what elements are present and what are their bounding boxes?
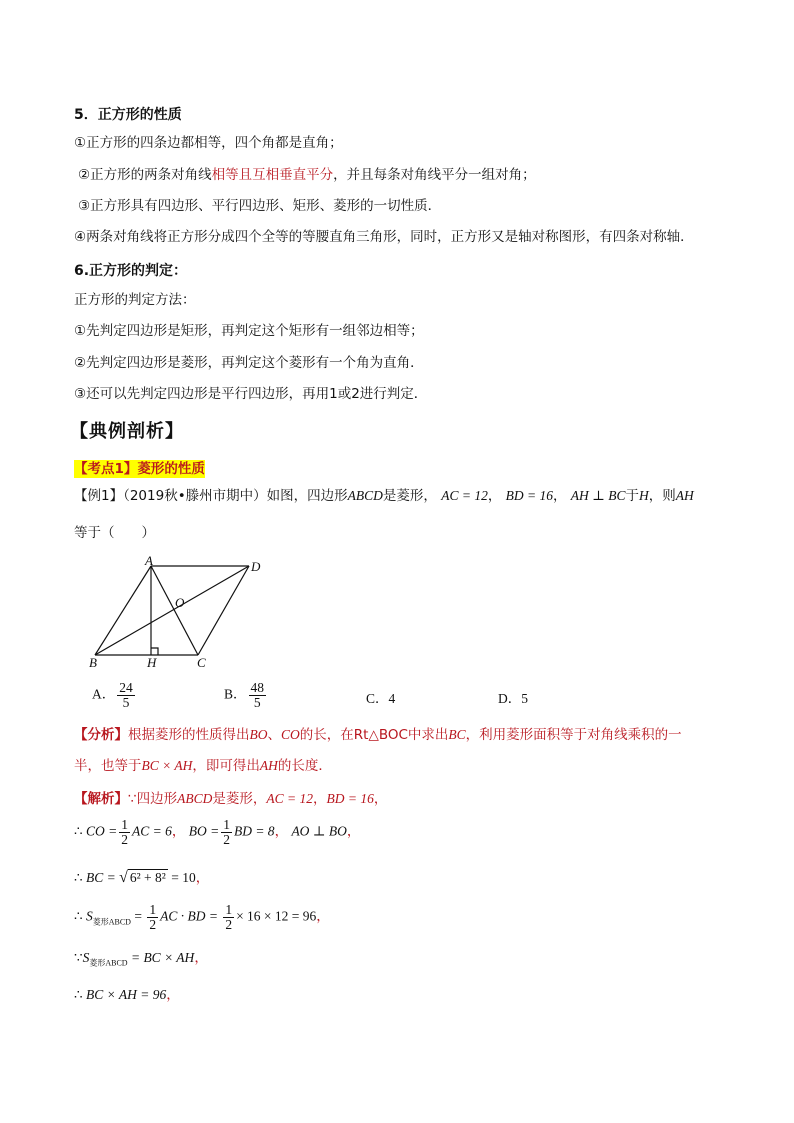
sec6-item3: ③还可以先判定四边形是平行四边形，再用1或2进行判定． [74,386,428,402]
example-h: H [639,488,649,503]
half-num-1: 1 [121,817,128,832]
therefore-symbol-4: ∴ [74,987,83,1002]
solution-bo: BO = [188,823,220,839]
solution-comma2: ， [373,791,388,807]
solution-radicand: 6² + 8² [129,870,166,885]
analysis-line2 [74,757,332,775]
half-num-4: 1 [225,902,233,917]
label-h: H [147,655,157,670]
sec6-intro: 正方形的判定方法： [74,292,196,308]
solution-bc-root: BC = [85,870,116,885]
solution-bcah: = BC × AH [130,950,195,965]
label-b: B [89,655,97,670]
section6-title: 6.正方形的判定： [74,263,188,279]
solution-ac: AC = 12 [266,791,313,806]
example-abcd: ABCD [347,488,383,503]
option-b-label: B． [224,686,247,702]
half-den-4: 2 [225,917,233,932]
analysis-line2b: ，即可得出 [192,758,260,774]
half-den-2: 2 [223,832,230,847]
option-a[interactable] [92,681,137,710]
option-c[interactable]: C．4 [366,691,396,706]
half-den-1: 2 [121,832,128,847]
solution-line5 [74,949,208,973]
option-b[interactable] [224,681,268,710]
analysis-text2: 的长，在Rt△BOC中求出 [299,727,449,743]
analysis-line2c: 的长度． [277,758,332,774]
example-mid2: 于 [625,488,639,504]
analysis-bcah: BC × AH [141,758,193,773]
label-d: D [251,559,261,574]
diagonal-bd [95,566,249,655]
therefore-symbol: ∴ [74,823,83,839]
solution-line1 [74,790,387,808]
area-subscript: 菱形ABCD [92,917,131,927]
example-banner: 【典例剖析】 [70,421,184,442]
analysis-sep: 、 [267,727,281,743]
example-bd: BD = 16 [505,488,553,503]
sec5-item2-rest: ，并且每条对角线平分一组对角； [333,167,536,183]
right-angle-mark [151,648,158,655]
option-b-numerator: 48 [250,680,265,695]
sec5-item1: ①正方形的四条边都相等，四个角都是直角； [74,135,343,151]
example-mid3: ，则 [648,488,676,504]
option-a-denominator: 5 [122,695,130,710]
therefore-symbol-2: ∴ [74,870,83,885]
solution-comma8: ， [194,950,208,965]
example-perp: AH ⊥ BC [570,488,626,503]
solution-line3 [74,869,209,887]
area-subscript-2: 菱形ABCD [89,958,128,968]
label-a: A [145,555,153,568]
example-mid1: 是菱形， [382,488,437,504]
topic-tag [74,457,205,477]
example-problem-line2: 等于（ ） [74,525,155,541]
sqrt-icon: √ [119,869,128,886]
example-ac: AC = 12 [441,488,488,503]
area-symbol-2: S [82,950,90,965]
solution-ao-perp: AO ⊥ BO [291,823,347,839]
half-num-3: 1 [149,902,157,917]
solution-bd: BD = 16 [326,791,374,806]
option-b-denominator: 5 [253,695,261,710]
solution-bc-value: = 10 [171,870,196,885]
therefore-symbol-3: ∴ [74,908,83,924]
solution-comma4: ， [274,823,289,839]
topic-tag-label: 【考点1】菱形的性质 [74,461,205,477]
analysis-line1 [74,726,682,744]
sec5-item2-text: ②正方形的两条对角线 [78,167,212,183]
solution-comma9: ， [166,987,180,1002]
solution-text1: 是菱形， [212,791,267,807]
solution-quad: 四边形 [136,791,178,807]
equals-1: = [134,908,142,924]
sec6-item2: ②先判定四边形是菱形，再判定这个菱形有一个角为直角． [74,355,424,371]
because-symbol: ∵ [128,791,137,807]
half-den-3: 2 [149,917,157,932]
sec5-item2-highlight: 相等且互相垂直平分 [211,167,334,183]
example-problem-line1: 【例1】（2019秋•滕州市期中）如图，四边形ABCD是菱形， AC = 12， BD = 16， AH ⊥ BC于H，则AH [74,488,694,504]
solution-comma3: ， [171,823,186,839]
solution-co: CO = [85,823,118,839]
option-d[interactable]: D．5 [498,691,528,706]
sec5-item4: ④两条对角线将正方形分成四个全等的等腰直角三角形，同时，正方形又是轴对称图形，有四条对称轴． [74,229,694,245]
example-ah: AH [675,488,694,503]
area-symbol: S [85,908,93,924]
analysis-ah: AH [259,758,278,773]
analysis-bc: BC [448,727,466,742]
analysis-bo: BO [249,727,268,742]
rhombus-figure [85,555,270,670]
because-symbol-2: ∵ [74,950,83,965]
solution-bd-eq: BD = 8 [233,823,275,839]
section5-title: 5．正方形的性质 [74,107,182,123]
label-c: C [197,655,206,670]
solution-line2 [74,818,360,847]
solution-ac-eq: AC = 6 [131,823,172,839]
option-a-numerator: 24 [119,680,133,695]
solution-acbd: AC · BD = [160,908,218,924]
analysis-co: CO [281,727,300,742]
side-dc [198,566,249,655]
solution-product: × 16 × 12 = 96 [236,908,317,924]
solution-comma6: ， [195,870,210,885]
analysis-text1: 根据菱形的性质得出 [128,727,250,743]
half-num-2: 1 [223,817,230,832]
diagonal-ac [151,566,198,655]
sec5-item3: ③正方形具有四边形、平行四边形、矩形、菱形的一切性质． [78,198,442,214]
sec6-item1: ①先判定四边形是矩形，再判定这个矩形有一组邻边相等； [74,323,424,339]
analysis-tag: 【分析】 [74,727,128,743]
sec5-item2 [78,166,536,184]
solution-line4 [74,903,330,932]
option-a-label: A． [92,686,116,702]
analysis-text3: ，利用菱形面积等于对角线乘积的一 [465,727,682,743]
side-ba [95,566,151,655]
example-prefix: 【例1】（2019秋•滕州市期中）如图，四边形 [74,488,348,504]
solution-abcd: ABCD [177,791,213,806]
solution-tag: 【解析】 [74,791,128,807]
solution-final: BC × AH = 96 [85,987,167,1002]
solution-line6 [74,986,180,1004]
label-o: O [175,595,185,610]
solution-comma7: ， [316,908,330,924]
solution-comma1: ， [312,791,327,807]
solution-comma5: ， [346,823,361,839]
analysis-line2a: 半，也等于 [74,758,142,774]
